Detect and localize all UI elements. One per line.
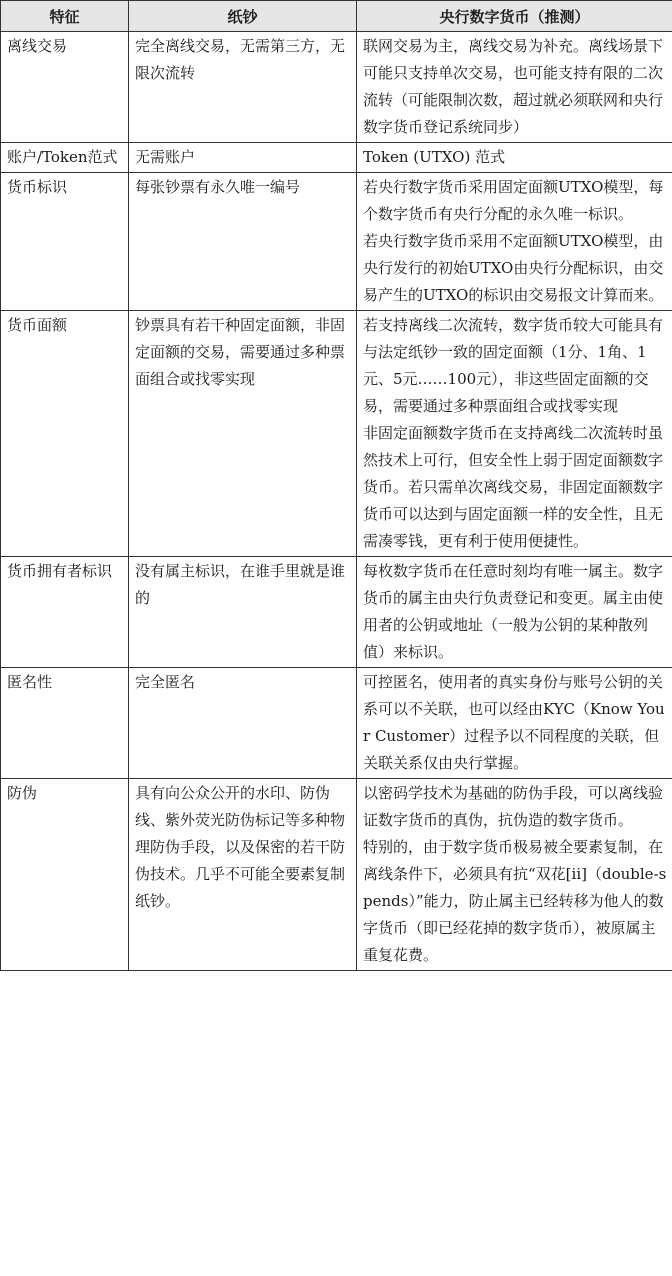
cell-paragraph: 无需账户 [135,148,196,166]
cell-paper-money [129,779,357,971]
cell-paper-money [129,557,357,668]
cell-paragraph: 完全离线交易，无需第三方，无限次流转 [135,37,346,82]
cell-feature: 货币面额 [1,311,129,557]
cell-paragraph: Token (UTXO) 范式 [363,148,506,166]
table-row [1,143,672,173]
cell-digital-currency [357,668,672,779]
cell-paragraph: 特别的，由于数字货币极易被全要素复制，在离线条件下，必须具有抗“双花[ii]（double-spends）”能力，防止属主已经转移为他人的数字货币（即已经花掉的数字货币），被原属主重复花费。 [363,838,667,964]
cell-paragraph: 可控匿名，使用者的真实身份与账号公钥的关系可以不关联，也可以经由KYC（Know Your Customer）过程予以不同程度的关联，但关联关系仅由央行掌握。 [363,673,665,772]
cell-paper-money [129,32,357,143]
header-digital-currency: 央行数字货币（推测） [357,1,672,32]
table-row [1,557,672,668]
cell-paragraph: 若央行数字货币采用固定面额UTXO模型，每个数字货币有央行分配的永久唯一标识。 [363,178,664,223]
table-row [1,779,672,971]
cell-digital-currency [357,557,672,668]
cell-digital-currency [357,779,672,971]
cell-paragraph: 钞票具有若干种固定面额，非固定面额的交易，需要通过多种票面组合或找零实现 [135,316,346,388]
cell-paper-money [129,143,357,173]
cell-paragraph: 没有属主标识，在谁手里就是谁的 [135,562,346,607]
cell-paragraph: 每枚数字货币在任意时刻均有唯一属主。数字货币的属主由央行负责登记和变更。属主由使用者的公钥或地址（一般为公钥的某种散列值）来标识。 [363,562,664,661]
cell-paper-money [129,173,357,311]
table-row [1,668,672,779]
cell-feature: 货币标识 [1,173,129,311]
header-feature: 特征 [1,1,129,32]
table-row [1,311,672,557]
cell-paper-money [129,668,357,779]
cell-feature: 货币拥有者标识 [1,557,129,668]
cell-feature: 离线交易 [1,32,129,143]
header-paper-money: 纸钞 [129,1,357,32]
cell-digital-currency [357,32,672,143]
header-row [1,1,672,32]
cell-paragraph: 具有向公众公开的水印、防伪线、紫外荧光防伪标记等多种物理防伪手段，以及保密的若干防伪技术。几乎不可能全要素复制纸钞。 [135,784,346,910]
cell-feature: 匿名性 [1,668,129,779]
cell-digital-currency [357,311,672,557]
cell-paragraph: 若央行数字货币采用不定面额UTXO模型，由央行发行的初始UTXO由央行分配标识，由交易产生的UTXO的标识由交易报文计算而来。 [363,232,664,304]
cell-feature: 防伪 [1,779,129,971]
cell-paragraph: 若支持离线二次流转，数字货币较大可能具有与法定纸钞一致的固定面额（1分、1角、1元、5元……100元），非这些固定面额的交易，需要通过多种票面组合或找零实现 [363,316,664,415]
cell-paragraph: 完全匿名 [135,673,196,691]
cell-paragraph: 每张钞票有永久唯一编号 [135,178,301,196]
cell-digital-currency [357,173,672,311]
cell-paper-money [129,311,357,557]
table-row [1,173,672,311]
table-row [1,32,672,143]
cell-paragraph: 非固定面额数字货币在支持离线二次流转时虽然技术上可行，但安全性上弱于固定面额数字货币。若只需单次离线交易，非固定面额数字货币可以达到与固定面额一样的安全性，且无需凑零钱，更有利于使用便捷性。 [363,424,664,550]
cell-digital-currency [357,143,672,173]
cell-paragraph: 以密码学技术为基础的防伪手段，可以离线验证数字货币的真伪，抗伪造的数字货币。 [363,784,664,829]
cell-paragraph: 联网交易为主，离线交易为补充。离线场景下可能只支持单次交易，也可能支持有限的二次流转（可能限制次数，超过就必须联网和央行数字货币登记系统同步） [363,37,664,136]
cell-feature: 账户/Token范式 [1,143,129,173]
